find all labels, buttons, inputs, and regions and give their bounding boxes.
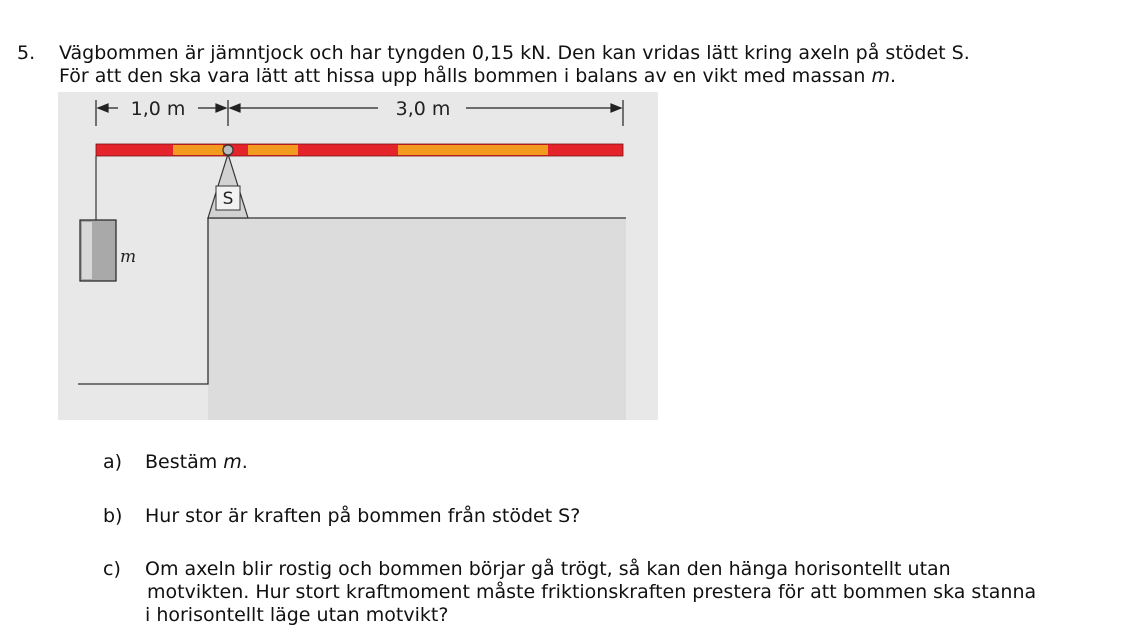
intro-line-1: Vägbommen är jämntjock och har tyngden 0,15 kN. Den kan vridas lätt kring axeln på stödet S.: [59, 42, 970, 64]
problem-number: 5.: [17, 42, 36, 64]
question-c-line-1: Om axeln blir rostig och bommen börjar gå trögt, så kan den hänga horisontellt utan: [145, 558, 951, 580]
question-c-line-3: i horisontellt läge utan motvikt?: [145, 604, 449, 626]
barrier-figure: [58, 92, 658, 420]
support-label: S: [222, 189, 234, 209]
question-b-text: Hur stor är kraften på bommen från stödet S?: [145, 505, 581, 527]
mass-variable: m: [871, 65, 890, 87]
dim-right-label: 3,0 m: [395, 98, 451, 120]
question-b-label: b): [103, 505, 123, 527]
question-a-text: [145, 451, 248, 474]
dim-left-label: 1,0 m: [130, 98, 186, 120]
question-a-label: a): [103, 451, 123, 473]
barrier-diagram: [58, 92, 658, 420]
intro-line-2-prefix: För att den ska vara lätt att hissa upp hålls bommen i balans av en vikt med massan: [59, 65, 872, 87]
question-c-text: [145, 558, 1036, 627]
counterweight-highlight: [82, 222, 92, 279]
question-a-variable: m: [223, 451, 242, 473]
ground-block: [208, 218, 626, 420]
question-c-line-2: motvikten. Hur stort kraftmoment måste friktionskraften prestera för att bommen ska stanna: [147, 581, 1037, 603]
question-c-label: c): [103, 558, 121, 580]
intro-line-2-suffix: .: [890, 65, 897, 87]
mass-label: m: [120, 247, 137, 267]
barrier-beam: [96, 144, 623, 156]
problem-intro: [59, 42, 1109, 88]
question-a-suffix: .: [241, 451, 248, 473]
pivot-axle: [223, 145, 233, 155]
intro-line-2: [59, 65, 1109, 88]
question-a-prefix: Bestäm: [145, 451, 224, 473]
